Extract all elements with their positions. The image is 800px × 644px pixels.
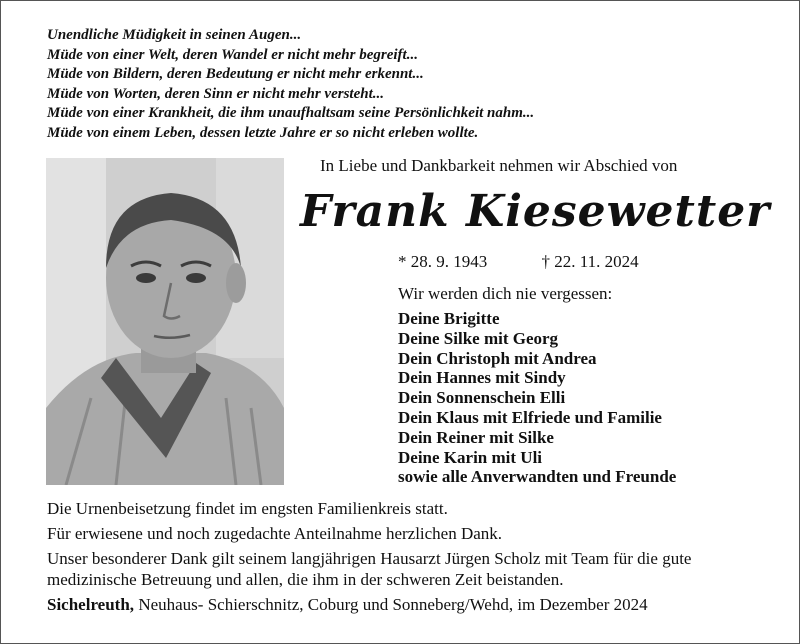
place-bold: Sichelreuth, bbox=[47, 595, 135, 614]
death-date: † 22. 11. 2024 bbox=[541, 252, 639, 271]
poem-line: Müde von Bildern, deren Bedeutung er nicht mehr erkennt... bbox=[47, 66, 424, 82]
poem-line: Müde von einer Krankheit, die ihm unaufhaltsam seine Persönlichkeit nahm... bbox=[47, 105, 535, 121]
family-member: Deine Silke mit Georg bbox=[398, 328, 559, 348]
doctor-thanks: Unser besonderer Dank gilt seinem langjährigen Hausarzt Jürgen Scholz mit Team für die gute medizinische Betreuung und allen, die ihm in der schweren Zeit beistanden. bbox=[47, 549, 692, 589]
birth-date: * 28. 9. 1943 bbox=[398, 252, 488, 271]
life-dates bbox=[398, 252, 639, 272]
poem-line: Müde von einer Welt, deren Wandel er nicht mehr begreift... bbox=[47, 46, 418, 63]
family-member: Dein Klaus mit Elfriede und Familie bbox=[398, 407, 662, 427]
deceased-name: Frank Kiesewetter bbox=[300, 186, 771, 237]
poem bbox=[47, 26, 767, 143]
family-member: Dein Sonnenschein Elli bbox=[398, 388, 566, 408]
burial-notice: Die Urnenbeisetzung findet im engsten Familienkreis statt. bbox=[47, 499, 448, 518]
poem-line: Müde von einem Leben, dessen letzte Jahre er so nicht erleben wollte. bbox=[47, 124, 479, 141]
family-member: sowie alle Anverwandten und Freunde bbox=[398, 467, 677, 487]
portrait-illustration bbox=[46, 158, 284, 485]
place-rest: Neuhaus- Schierschnitz, Coburg und Sonneberg/Wehd, im Dezember 2024 bbox=[134, 595, 648, 614]
closing-section bbox=[47, 498, 767, 615]
portrait-photo bbox=[46, 158, 284, 485]
intro-text: In Liebe und Dankbarkeit nehmen wir Abschied von bbox=[320, 156, 678, 175]
family-list bbox=[398, 309, 676, 487]
thanks-notice: Für erwiesene und noch zugedachte Anteilnahme herzlichen Dank. bbox=[47, 524, 503, 543]
family-member: Deine Brigitte bbox=[398, 309, 500, 328]
family-member: Deine Karin mit Uli bbox=[398, 447, 543, 467]
remembrance-line: Wir werden dich nie vergessen: bbox=[398, 284, 613, 303]
place-and-date bbox=[47, 594, 767, 615]
family-member: Dein Reiner mit Silke bbox=[398, 427, 554, 447]
family-member: Dein Hannes mit Sindy bbox=[398, 368, 566, 388]
poem-line: Unendliche Müdigkeit in seinen Augen... bbox=[47, 27, 302, 43]
poem-line: Müde von Worten, deren Sinn er nicht mehr versteht... bbox=[47, 85, 384, 102]
family-member: Dein Christoph mit Andrea bbox=[398, 348, 597, 368]
